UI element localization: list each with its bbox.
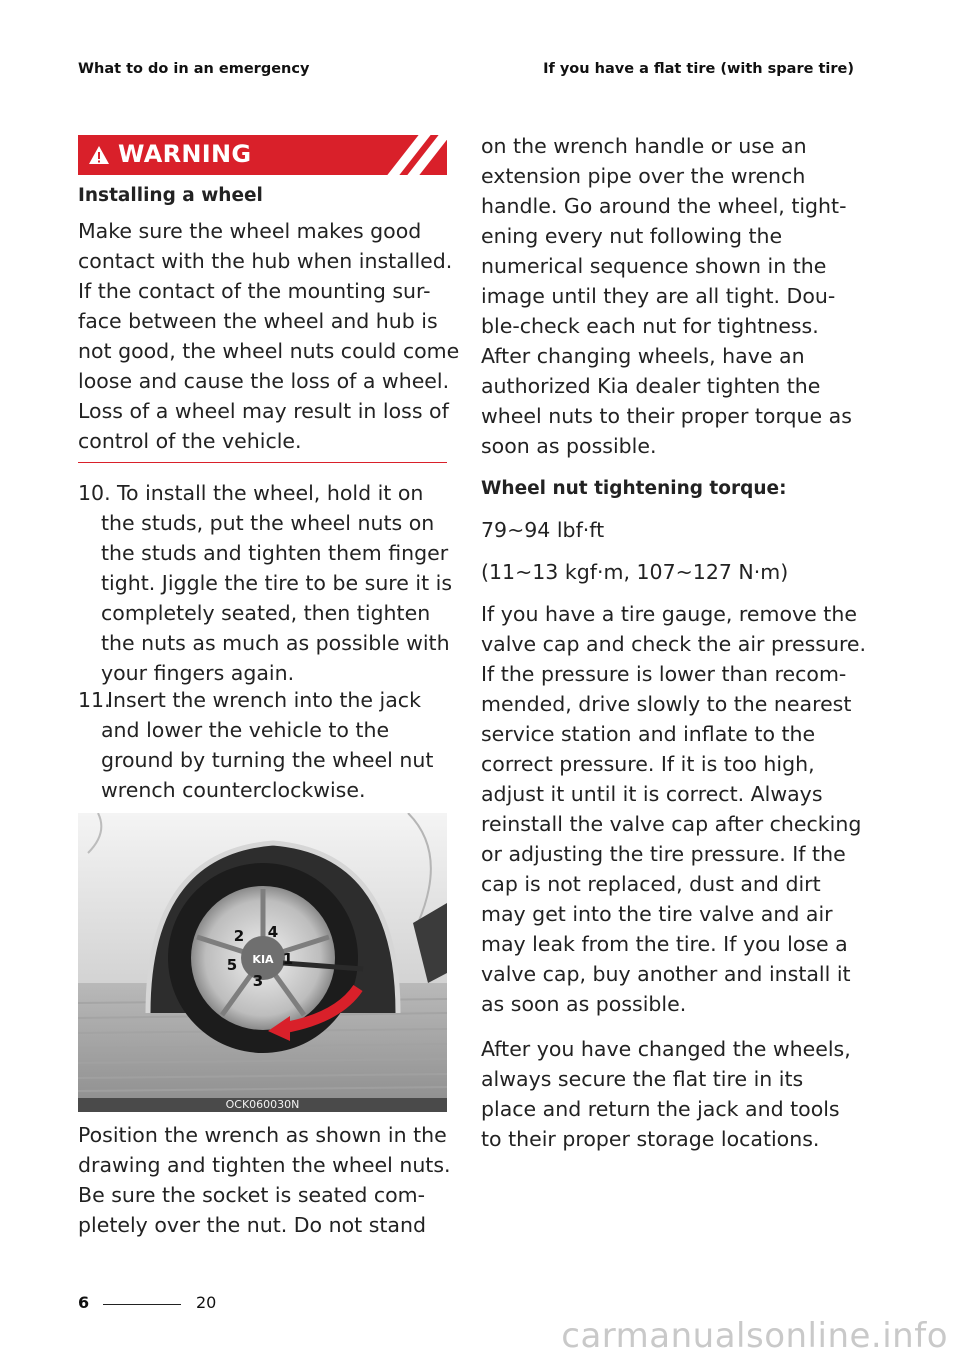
text-line: ble-check each nut for tightness. <box>481 314 819 338</box>
warning-end-rule <box>78 462 447 463</box>
text-line: If you have a tire gauge, remove the <box>481 602 857 626</box>
text-line: wrench counterclockwise. <box>101 778 366 802</box>
text-line: the studs and tighten them finger <box>101 541 449 565</box>
step-10 <box>78 478 452 688</box>
nut-label-2: 2 <box>233 927 245 945</box>
text-line: may leak from the tire. If you lose a <box>481 932 848 956</box>
torque-value-metric <box>481 557 788 587</box>
text-line: and lower the vehicle to the <box>101 718 390 742</box>
text-line: Make sure the wheel makes good <box>78 219 422 243</box>
right-paragraph-2 <box>481 599 866 1019</box>
step-11 <box>78 685 433 805</box>
text-line: reinstall the valve cap after checking <box>481 812 862 836</box>
text-line: cap is not replaced, dust and dirt <box>481 872 821 896</box>
text-line: ening every nut following the <box>481 224 783 248</box>
text-line: extension pipe over the wrench <box>481 164 806 188</box>
text-line: wheel nuts to their proper torque as <box>481 404 852 428</box>
nut-label-5: 5 <box>226 956 238 974</box>
page-number: 20 <box>196 1293 217 1312</box>
text-line: valve cap, buy another and install it <box>481 962 851 986</box>
text-line: pletely over the nut. Do not stand <box>78 1213 426 1237</box>
text-line: always secure the flat tire in its <box>481 1067 804 1091</box>
torque-heading: Wheel nut tightening torque: <box>481 478 787 499</box>
text-line: numerical sequence shown in the <box>481 254 827 278</box>
text-line: place and return the jack and tools <box>481 1097 840 1121</box>
right-paragraph-3 <box>481 1034 851 1154</box>
text-line: tight. Jiggle the tire to be sure it is <box>101 571 453 595</box>
text-line: adjust it until it is correct. Always <box>481 782 823 806</box>
wheel-installation-photo <box>78 813 447 1112</box>
text-line: ground by turning the wheel nut <box>101 748 434 772</box>
wheel-illustration <box>78 813 447 1112</box>
text-line: control of the vehicle. <box>78 429 302 453</box>
text-line: After you have changed the wheels, <box>481 1037 851 1061</box>
figure-code: OCK060030N <box>78 1098 447 1112</box>
text-line: not good, the wheel nuts could come <box>78 339 460 363</box>
torque-value-imperial <box>481 515 604 545</box>
text-line: contact with the hub when installed. <box>78 249 453 273</box>
text-line: loose and cause the loss of a wheel. <box>78 369 450 393</box>
warning-title: Installing a wheel <box>78 185 263 206</box>
text-line: Loss of a wheel may result in loss of <box>78 399 449 423</box>
text-line: If the pressure is lower than recom- <box>481 662 847 686</box>
nut-label-1: 1 <box>282 950 294 968</box>
text-line: Insert the wrench into the jack <box>107 688 421 712</box>
text-line: drawing and tighten the wheel nuts. <box>78 1153 451 1177</box>
text-line: mended, drive slowly to the nearest <box>481 692 852 716</box>
text-line: face between the wheel and hub is <box>78 309 438 333</box>
kia-logo: KIA <box>252 953 274 966</box>
right-paragraph-1 <box>481 131 852 461</box>
text-line: To install the wheel, hold it on <box>117 481 424 505</box>
text-line: as soon as possible. <box>481 992 687 1016</box>
text-line: handle. Go around the wheel, tight- <box>481 194 847 218</box>
text-line: Position the wrench as shown in the <box>78 1123 447 1147</box>
text-line: your fingers again. <box>101 661 295 685</box>
text-line: authorized Kia dealer tighten the <box>481 374 821 398</box>
text-line: to their proper storage locations. <box>481 1127 820 1151</box>
text-line: After changing wheels, have an <box>481 344 805 368</box>
warning-label: WARNING <box>118 140 252 168</box>
watermark: carmanualsonline.info <box>561 1316 948 1356</box>
text-line: 79~94 lbf·ft <box>481 518 605 542</box>
text-line: the nuts as much as possible with <box>101 631 450 655</box>
step-number: 11. <box>78 688 111 712</box>
left-bottom-paragraph <box>78 1120 451 1240</box>
header-section-title: What to do in an emergency <box>78 61 310 77</box>
text-line: may get into the tire valve and air <box>481 902 833 926</box>
text-line: valve cap and check the air pressure. <box>481 632 867 656</box>
text-line: (11~13 kgf·m, 107~127 N·m) <box>481 560 789 584</box>
text-line: completely seated, then tighten <box>101 601 431 625</box>
nut-label-3: 3 <box>252 972 264 990</box>
footer-divider <box>103 1304 181 1305</box>
warning-text <box>78 216 459 456</box>
text-line: image until they are all tight. Dou- <box>481 284 836 308</box>
text-line: correct pressure. If it is too high, <box>481 752 815 776</box>
text-line: If the contact of the mounting sur- <box>78 279 431 303</box>
chapter-number: 6 <box>78 1293 90 1312</box>
text-line: the studs, put the wheel nuts on <box>101 511 435 535</box>
step-number: 10. <box>78 481 111 505</box>
nut-label-4: 4 <box>267 923 279 941</box>
text-line: on the wrench handle or use an <box>481 134 807 158</box>
text-line: service station and inflate to the <box>481 722 816 746</box>
header-page-title: If you have a flat tire (with spare tire) <box>543 61 854 77</box>
text-line: Be sure the socket is seated com- <box>78 1183 426 1207</box>
text-line: or adjusting the tire pressure. If the <box>481 842 846 866</box>
warning-banner <box>78 135 447 175</box>
warning-triangle-icon <box>88 144 110 166</box>
text-line: soon as possible. <box>481 434 657 458</box>
